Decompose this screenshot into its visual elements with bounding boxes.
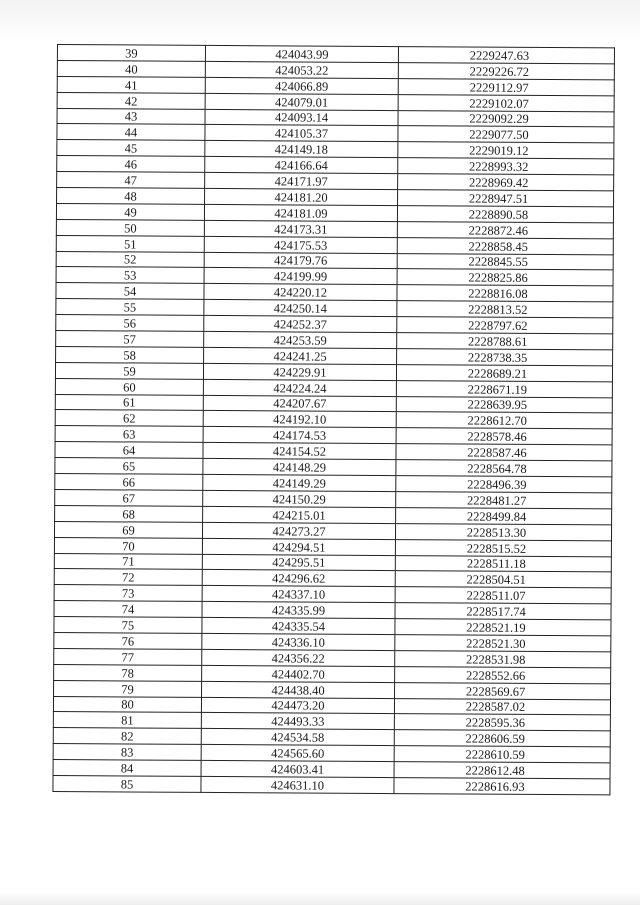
y-coordinate-cell: 2229247.63 (398, 47, 614, 64)
point-number-cell: 44 (57, 124, 205, 141)
x-coordinate-cell: 424565.60 (201, 745, 394, 762)
x-coordinate-cell: 424336.10 (202, 633, 395, 650)
y-coordinate-cell: 2228511.07 (395, 587, 611, 604)
x-coordinate-cell: 424175.53 (204, 236, 397, 253)
x-coordinate-cell: 424181.09 (204, 204, 397, 221)
y-coordinate-cell: 2228504.51 (395, 571, 611, 588)
x-coordinate-cell: 424224.24 (203, 379, 396, 396)
point-number-cell: 56 (56, 315, 204, 332)
x-coordinate-cell: 424250.14 (204, 300, 397, 317)
x-coordinate-cell: 424179.76 (204, 252, 397, 269)
x-coordinate-cell: 424473.20 (201, 697, 394, 714)
x-coordinate-cell: 424173.31 (204, 220, 397, 237)
y-coordinate-cell: 2228511.18 (395, 555, 611, 572)
y-coordinate-cell: 2228639.95 (396, 396, 612, 413)
x-coordinate-cell: 424166.64 (205, 157, 398, 174)
x-coordinate-cell: 424192.10 (203, 411, 396, 428)
coordinate-table-body (53, 45, 615, 795)
y-coordinate-cell: 2228481.27 (396, 492, 612, 509)
y-coordinate-cell: 2228569.67 (395, 682, 611, 699)
y-coordinate-cell: 2229077.50 (398, 126, 614, 143)
point-number-cell: 58 (56, 346, 204, 363)
y-coordinate-cell: 2229102.07 (398, 94, 614, 111)
x-coordinate-cell: 424402.70 (202, 665, 395, 682)
x-coordinate-cell: 424493.33 (201, 713, 394, 730)
point-number-cell: 79 (54, 680, 202, 697)
x-coordinate-cell: 424229.91 (203, 363, 396, 380)
point-number-cell: 40 (57, 60, 205, 77)
coordinate-table (52, 44, 615, 795)
x-coordinate-cell: 424105.37 (205, 125, 398, 142)
point-number-cell: 85 (53, 775, 201, 792)
x-coordinate-cell: 424154.52 (203, 443, 396, 460)
x-coordinate-cell: 424356.22 (202, 649, 395, 666)
x-coordinate-cell: 424150.29 (203, 490, 396, 507)
point-number-cell: 55 (56, 299, 204, 316)
x-coordinate-cell: 424079.01 (205, 93, 398, 110)
point-number-cell: 39 (57, 45, 205, 62)
point-number-cell: 47 (57, 172, 205, 189)
x-coordinate-cell: 424241.25 (204, 347, 397, 364)
y-coordinate-cell: 2229092.29 (398, 110, 614, 127)
y-coordinate-cell: 2228616.93 (394, 778, 610, 795)
point-number-cell: 68 (55, 505, 203, 522)
x-coordinate-cell: 424534.58 (201, 729, 394, 746)
y-coordinate-cell: 2228969.42 (398, 174, 614, 191)
x-coordinate-cell: 424043.99 (205, 45, 398, 62)
y-coordinate-cell: 2228552.66 (395, 666, 611, 683)
point-number-cell: 45 (57, 140, 205, 157)
scan-bottom-shadow (0, 891, 640, 905)
x-coordinate-cell: 424207.67 (203, 395, 396, 412)
x-coordinate-cell: 424149.18 (205, 141, 398, 158)
x-coordinate-cell: 424295.51 (202, 554, 395, 571)
point-number-cell: 50 (56, 219, 204, 236)
y-coordinate-cell: 2229112.97 (398, 78, 614, 95)
x-coordinate-cell: 424174.53 (203, 427, 396, 444)
point-number-cell: 80 (53, 696, 201, 713)
y-coordinate-cell: 2228797.62 (397, 317, 613, 334)
y-coordinate-cell: 2229019.12 (398, 142, 614, 159)
y-coordinate-cell: 2228513.30 (395, 523, 611, 540)
x-coordinate-cell: 424149.29 (203, 474, 396, 491)
point-number-cell: 70 (54, 537, 202, 554)
point-number-cell: 73 (54, 585, 202, 602)
y-coordinate-cell: 2228499.84 (396, 507, 612, 524)
y-coordinate-cell: 2228993.32 (398, 158, 614, 175)
x-coordinate-cell: 424438.40 (202, 681, 395, 698)
y-coordinate-cell: 2228587.02 (394, 698, 610, 715)
x-coordinate-cell: 424335.54 (202, 617, 395, 634)
y-coordinate-cell: 2228689.21 (396, 364, 612, 381)
point-number-cell: 76 (54, 632, 202, 649)
point-number-cell: 43 (57, 108, 205, 125)
point-number-cell: 60 (55, 378, 203, 395)
point-number-cell: 61 (55, 394, 203, 411)
point-number-cell: 78 (54, 664, 202, 681)
point-number-cell: 81 (53, 712, 201, 729)
x-coordinate-cell: 424337.10 (202, 586, 395, 603)
point-number-cell: 64 (55, 442, 203, 459)
scan-top-shadow (0, 0, 640, 42)
point-number-cell: 62 (55, 410, 203, 427)
y-coordinate-cell: 2228813.52 (397, 301, 613, 318)
y-coordinate-cell: 2228587.46 (396, 444, 612, 461)
x-coordinate-cell: 424220.12 (204, 284, 397, 301)
point-number-cell: 72 (54, 569, 202, 586)
point-number-cell: 83 (53, 744, 201, 761)
y-coordinate-cell: 2228872.46 (397, 221, 613, 238)
y-coordinate-cell: 2228521.19 (395, 619, 611, 636)
y-coordinate-cell: 2228858.45 (397, 237, 613, 254)
y-coordinate-cell: 2228947.51 (398, 190, 614, 207)
y-coordinate-cell: 2228671.19 (396, 380, 612, 397)
point-number-cell: 51 (56, 235, 204, 252)
point-number-cell: 75 (54, 617, 202, 634)
point-number-cell: 65 (55, 458, 203, 475)
y-coordinate-cell: 2228517.74 (395, 603, 611, 620)
x-coordinate-cell: 424335.99 (202, 602, 395, 619)
x-coordinate-cell: 424252.37 (204, 316, 397, 333)
point-number-cell: 59 (55, 362, 203, 379)
table-row (53, 775, 610, 794)
x-coordinate-cell: 424053.22 (205, 61, 398, 78)
y-coordinate-cell: 2228816.08 (397, 285, 613, 302)
point-number-cell: 53 (56, 267, 204, 284)
y-coordinate-cell: 2228612.48 (394, 762, 610, 779)
point-number-cell: 52 (56, 251, 204, 268)
point-number-cell: 48 (57, 188, 205, 205)
y-coordinate-cell: 2228788.61 (397, 333, 613, 350)
x-coordinate-cell: 424199.99 (204, 268, 397, 285)
y-coordinate-cell: 2228890.58 (397, 205, 613, 222)
point-number-cell: 63 (55, 426, 203, 443)
point-number-cell: 71 (54, 553, 202, 570)
point-number-cell: 57 (56, 331, 204, 348)
x-coordinate-cell: 424215.01 (203, 506, 396, 523)
x-coordinate-cell: 424066.89 (205, 77, 398, 94)
point-number-cell: 74 (54, 601, 202, 618)
x-coordinate-cell: 424253.59 (204, 331, 397, 348)
y-coordinate-cell: 2228578.46 (396, 428, 612, 445)
y-coordinate-cell: 2228595.36 (394, 714, 610, 731)
y-coordinate-cell: 2228496.39 (396, 476, 612, 493)
y-coordinate-cell: 2229226.72 (398, 62, 614, 79)
point-number-cell: 84 (53, 760, 201, 777)
point-number-cell: 42 (57, 92, 205, 109)
point-number-cell: 66 (55, 474, 203, 491)
x-coordinate-cell: 424296.62 (202, 570, 395, 587)
point-number-cell: 41 (57, 76, 205, 93)
y-coordinate-cell: 2228610.59 (394, 746, 610, 763)
x-coordinate-cell: 424148.29 (203, 459, 396, 476)
x-coordinate-cell: 424093.14 (205, 109, 398, 126)
point-number-cell: 77 (54, 648, 202, 665)
x-coordinate-cell: 424171.97 (205, 173, 398, 190)
y-coordinate-cell: 2228564.78 (396, 460, 612, 477)
y-coordinate-cell: 2228521.30 (395, 635, 611, 652)
point-number-cell: 54 (56, 283, 204, 300)
y-coordinate-cell: 2228606.59 (394, 730, 610, 747)
y-coordinate-cell: 2228825.86 (397, 269, 613, 286)
point-number-cell: 49 (56, 203, 204, 220)
point-number-cell: 67 (55, 489, 203, 506)
x-coordinate-cell: 424294.51 (202, 538, 395, 555)
y-coordinate-cell: 2228612.70 (396, 412, 612, 429)
y-coordinate-cell: 2228845.55 (397, 253, 613, 270)
point-number-cell: 82 (53, 728, 201, 745)
x-coordinate-cell: 424603.41 (201, 760, 394, 777)
x-coordinate-cell: 424273.27 (202, 522, 395, 539)
y-coordinate-cell: 2228531.98 (395, 650, 611, 667)
point-number-cell: 69 (54, 521, 202, 538)
x-coordinate-cell: 424181.20 (205, 188, 398, 205)
y-coordinate-cell: 2228738.35 (397, 349, 613, 366)
x-coordinate-cell: 424631.10 (201, 776, 394, 793)
y-coordinate-cell: 2228515.52 (395, 539, 611, 556)
point-number-cell: 46 (57, 156, 205, 173)
